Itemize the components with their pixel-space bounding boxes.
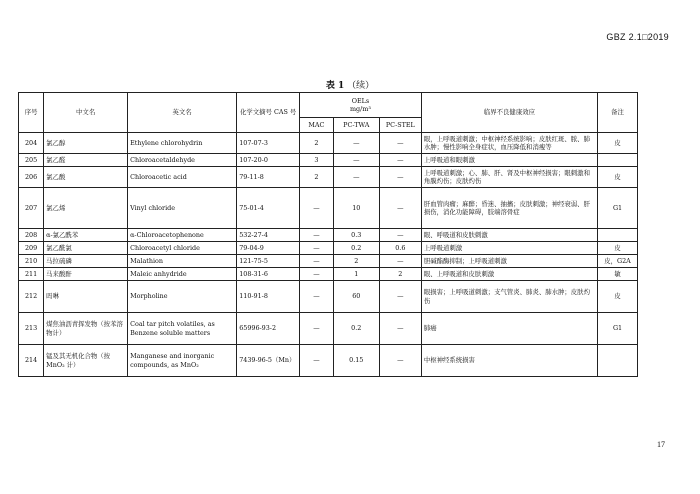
cell-mac: — [300, 313, 334, 345]
cell-cn: 氯乙醇 [44, 133, 128, 154]
cell-remark: 敏 [598, 268, 638, 281]
header-en: 英文名 [128, 93, 237, 133]
cell-cas: 110-91-8 [237, 281, 300, 313]
cell-stel: — [379, 255, 421, 268]
cell-cn: 氯乙酸 [44, 167, 128, 188]
cell-mac: 3 [300, 154, 334, 167]
cell-twa: 0.15 [333, 345, 379, 377]
cell-mac: — [300, 242, 334, 255]
cell-cas: 121-75-5 [237, 255, 300, 268]
cell-en: Chloroacetic acid [128, 167, 237, 188]
cell-cn: α-氯乙酰苯 [44, 229, 128, 242]
cell-mac: — [300, 229, 334, 242]
cell-cas: 108-31-6 [237, 268, 300, 281]
cell-remark: 皮 [598, 167, 638, 188]
cell-en: Vinyl chloride [128, 188, 237, 229]
cell-stel: — [379, 167, 421, 188]
cell-no: 213 [19, 313, 44, 345]
cell-effect: 眼损害；上呼吸道刺激；支气管炎、肺炎、肺水肿；皮肤灼伤 [421, 281, 597, 313]
caption-label: 表 1 [325, 81, 345, 91]
cell-no: 214 [19, 345, 44, 377]
cell-cn: 氯乙酰氯 [44, 242, 128, 255]
header-oels-unit: mg/m³ [350, 105, 371, 113]
cell-stel: — [379, 229, 421, 242]
cell-cn: 氯乙醛 [44, 154, 128, 167]
cell-en: α-Chloroacetophenone [128, 229, 237, 242]
cell-no: 208 [19, 229, 44, 242]
cell-twa: — [333, 133, 379, 154]
cell-no: 210 [19, 255, 44, 268]
cell-en: Coal tar pitch volatiles, as Benzene soluble matters [128, 313, 237, 345]
cell-effect: 眼，上呼吸道刺激；中枢神经系统影响；皮肤红斑、脓、肺水肿；慢性影响全身症状，血压降低和消瘦等 [421, 133, 597, 154]
header-pctwa: PC-TWA [333, 118, 379, 133]
cell-stel: — [379, 345, 421, 377]
cell-no: 211 [19, 268, 44, 281]
cell-effect: 胆碱酯酶抑制；上呼吸道刺激 [421, 255, 597, 268]
cell-mac: — [300, 268, 334, 281]
cell-twa: 1 [333, 268, 379, 281]
cell-twa: 60 [333, 281, 379, 313]
table-row [19, 345, 638, 377]
cell-twa: 2 [333, 255, 379, 268]
cell-en: Morpholine [128, 281, 237, 313]
cell-stel: — [379, 154, 421, 167]
cell-stel: — [379, 188, 421, 229]
cell-cas: 532-27-4 [237, 229, 300, 242]
header-pcstel: PC-STEL [379, 118, 421, 133]
cell-remark [598, 229, 638, 242]
cell-remark: G1 [598, 188, 638, 229]
cell-mac: — [300, 188, 334, 229]
table-row [19, 255, 638, 268]
header-oels [300, 93, 422, 118]
cell-stel: — [379, 133, 421, 154]
cell-effect: 眼、上呼吸道和皮肤刺激 [421, 268, 597, 281]
cell-en: Chloroacetaldehyde [128, 154, 237, 167]
cell-remark: G1 [598, 313, 638, 345]
header-effect: 临界不良健康效应 [421, 93, 597, 133]
cell-cas: 107-07-3 [237, 133, 300, 154]
cell-en: Ethylene chlorohydrin [128, 133, 237, 154]
cell-stel: 2 [379, 268, 421, 281]
table-row [19, 229, 638, 242]
header-cn: 中文名 [44, 93, 128, 133]
standard-code: GBZ 2.1□2019 [606, 32, 669, 42]
cell-no: 204 [19, 133, 44, 154]
cell-twa: 0.2 [333, 242, 379, 255]
cell-remark: 皮 [598, 133, 638, 154]
header-oels-label: OELs [351, 96, 370, 105]
cell-no: 206 [19, 167, 44, 188]
cell-cas: 75-01-4 [237, 188, 300, 229]
cell-effect: 肝血管肉瘤；麻醉；昏迷、抽搐；皮肤刺激；神经衰弱、肝损伤，消化功能障碍，肢端溶骨症 [421, 188, 597, 229]
caption-note: （续） [347, 81, 375, 91]
cell-stel: 0.6 [379, 242, 421, 255]
cell-twa: 10 [333, 188, 379, 229]
cell-mac: 2 [300, 133, 334, 154]
cell-no: 209 [19, 242, 44, 255]
cell-cas: 65996-93-2 [237, 313, 300, 345]
cell-cn: 氯乙烯 [44, 188, 128, 229]
cell-remark [598, 154, 638, 167]
table-row [19, 133, 638, 154]
cell-remark: 皮，G2A [598, 255, 638, 268]
cell-effect: 肺癌 [421, 313, 597, 345]
cell-en: Chloroacetyl chloride [128, 242, 237, 255]
table-row [19, 268, 638, 281]
cell-cas: 79-04-9 [237, 242, 300, 255]
cell-cn: 马拉硫磷 [44, 255, 128, 268]
header-cas: 化学文摘号 CAS 号 [237, 93, 300, 133]
table-row [19, 281, 638, 313]
table-row [19, 242, 638, 255]
cell-effect: 上呼吸道刺激 [421, 242, 597, 255]
cell-remark: 皮 [598, 242, 638, 255]
cell-mac: — [300, 255, 334, 268]
cell-remark [598, 345, 638, 377]
cell-effect: 中枢神经系统损害 [421, 345, 597, 377]
cell-cn: 煤焦油沥青挥发物（按苯溶物计） [44, 313, 128, 345]
cell-stel: — [379, 281, 421, 313]
table-caption [0, 78, 700, 91]
header-no: 序号 [19, 93, 44, 133]
cell-en: Malathion [128, 255, 237, 268]
header-remark: 备注 [598, 93, 638, 133]
cell-en: Manganese and inorganic compounds, as MnO₂ [128, 345, 237, 377]
cell-cn: 马来酸酐 [44, 268, 128, 281]
cell-cas: 107-20-0 [237, 154, 300, 167]
table-row [19, 154, 638, 167]
cell-mac: — [300, 345, 334, 377]
cell-twa: 0.3 [333, 229, 379, 242]
cell-stel: — [379, 313, 421, 345]
cell-twa: — [333, 154, 379, 167]
header-mac: MAC [300, 118, 334, 133]
cell-cn: 锰及其无机化合物（按 MnO₂ 计） [44, 345, 128, 377]
cell-twa: 0.2 [333, 313, 379, 345]
cell-twa: — [333, 167, 379, 188]
cell-effect: 上呼吸道刺激；心、肺、肝、肾及中枢神经损害；眼刺激和角膜灼伤；皮肤灼伤 [421, 167, 597, 188]
cell-no: 212 [19, 281, 44, 313]
cell-cas: 79-11-8 [237, 167, 300, 188]
cell-en: Maleic anhydride [128, 268, 237, 281]
cell-no: 205 [19, 154, 44, 167]
cell-mac: — [300, 281, 334, 313]
cell-no: 207 [19, 188, 44, 229]
cell-remark: 皮 [598, 281, 638, 313]
table-row [19, 313, 638, 345]
page-number: 17 [657, 440, 665, 449]
cell-mac: 2 [300, 167, 334, 188]
table-row [19, 167, 638, 188]
cell-cas: 7439-96-5（Mn） [237, 345, 300, 377]
cell-effect: 眼、呼吸道和皮肤刺激 [421, 229, 597, 242]
cell-effect: 上呼吸道和眼刺激 [421, 154, 597, 167]
oels-table [18, 92, 638, 377]
table-row [19, 188, 638, 229]
cell-cn: 吗啉 [44, 281, 128, 313]
